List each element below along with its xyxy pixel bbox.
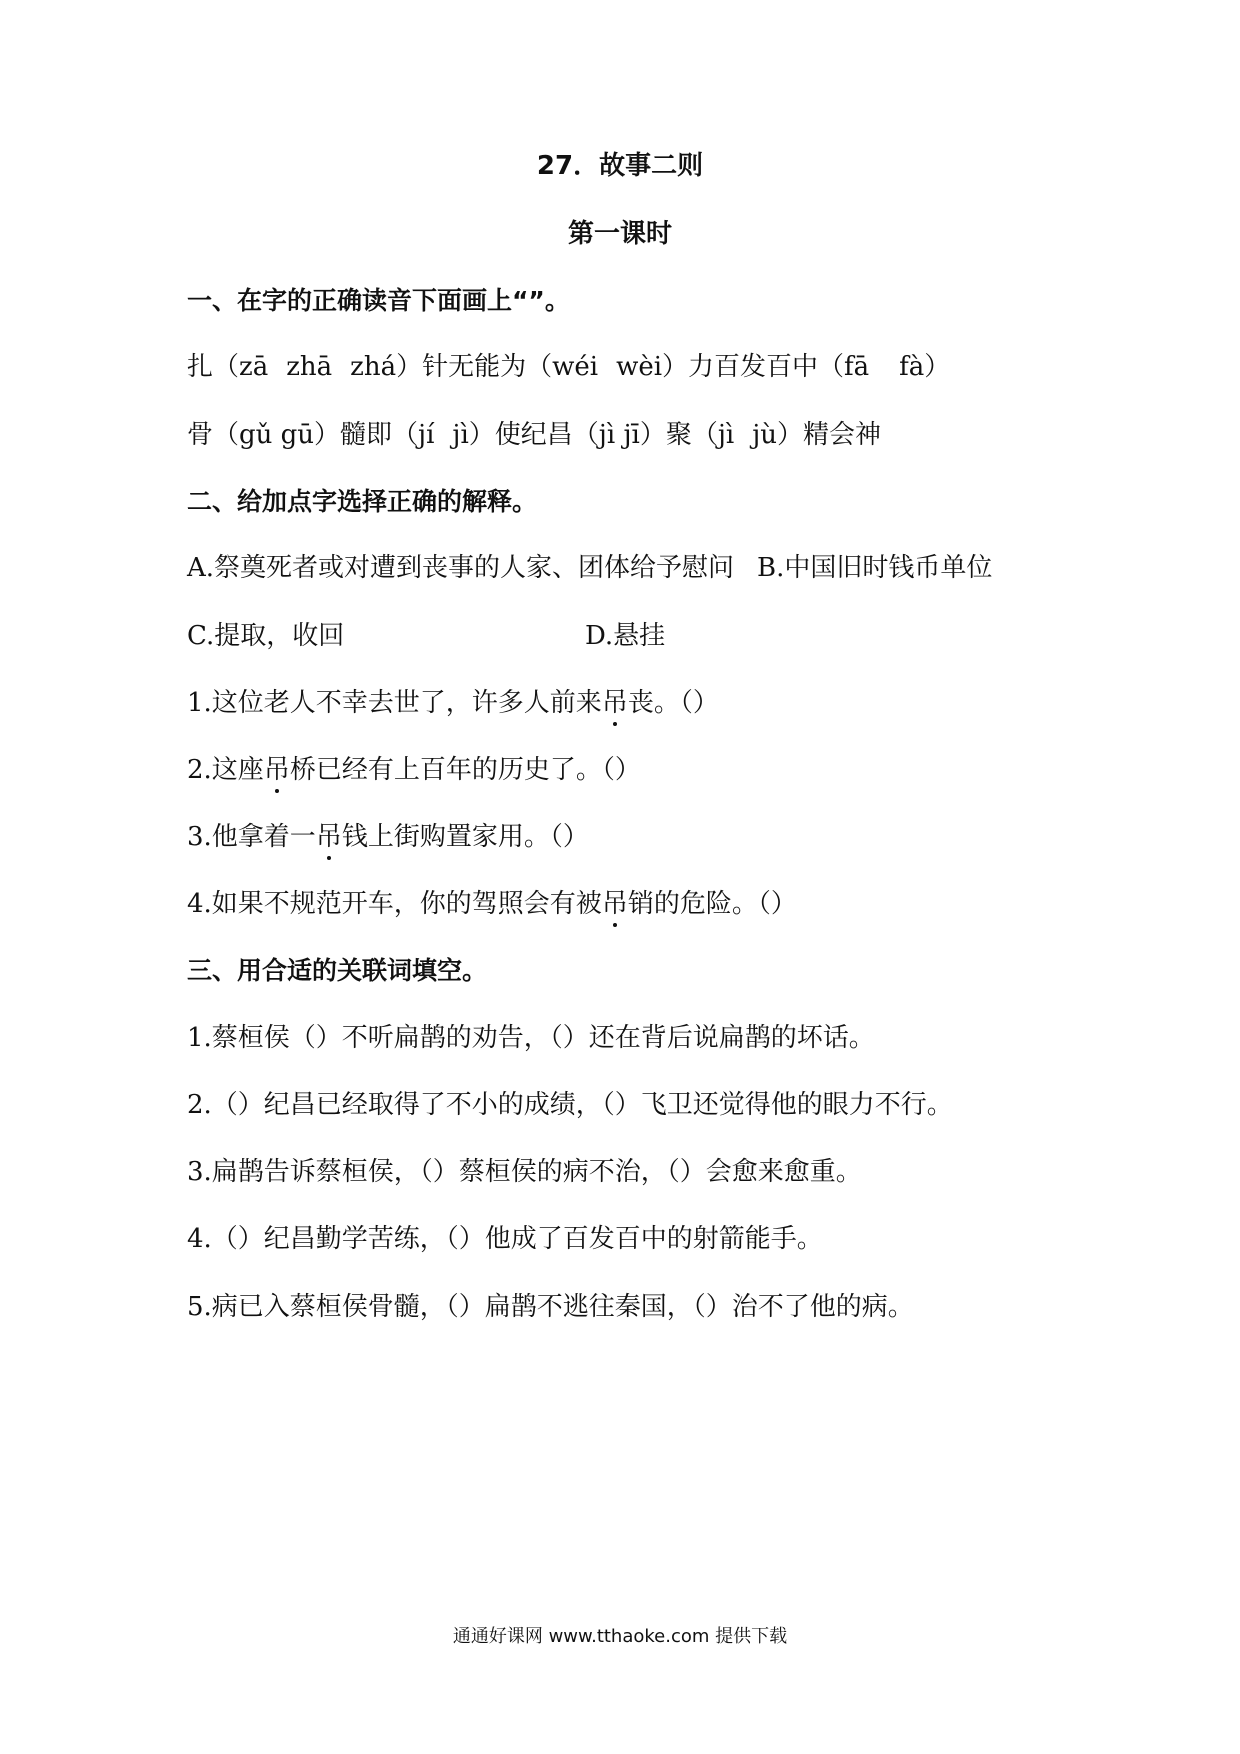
fill-blank-item: 3.扁鹊告诉蔡桓侯，（）蔡桓侯的病不治，（）会愈来愈重。 — [187, 1157, 862, 1187]
footer-credit: 通通好课网 www.tthaoke.com 提供下载 — [452, 1626, 788, 1647]
question-text: 4.如果不规范开车，你的驾照会有被 — [187, 889, 602, 919]
pinyin-segment: zhā — [286, 352, 333, 382]
pinyin-segment: 骨（gǔ gū）髓即（jí — [187, 420, 435, 450]
question-text: 钱上街购置家用。（） — [341, 822, 589, 852]
section2-heading: 二、给加点字选择正确的解释。 — [187, 487, 538, 516]
option-b: B.中国旧时钱币单位 — [757, 553, 993, 583]
question-text: 3.他拿着一 — [187, 822, 316, 852]
question-1 — [187, 682, 719, 719]
option-a: A.祭奠死者或对遭到丧事的人家、团体给予慰问 — [187, 553, 735, 583]
question-4 — [187, 883, 797, 920]
dotted-character: 吊 — [602, 883, 628, 920]
pinyin-row-2 — [187, 414, 881, 451]
question-text: 桥已经有上百年的历史了。（） — [289, 755, 641, 785]
dotted-character: 吊 — [602, 682, 628, 719]
fill-blank-item: 5.病已入蔡桓侯骨髓，（）扁鹊不逃往秦国，（）治不了他的病。 — [187, 1292, 914, 1322]
option-c: C.提取，收回 — [187, 621, 345, 651]
pinyin-segment: wèi）力百发百中（fā — [616, 352, 870, 382]
fill-blank-item: 2.（）纪昌已经取得了不小的成绩，（）飞卫还觉得他的眼力不行。 — [187, 1090, 953, 1120]
lesson-title: 27．故事二则 — [536, 151, 704, 181]
fill-blank-item: 1.蔡桓侯（）不听扁鹊的劝告，（）还在背后说扁鹊的坏话。 — [187, 1023, 875, 1053]
pinyin-segment: jù）精会神 — [752, 420, 882, 450]
pinyin-segment: fà） — [899, 352, 951, 382]
pinyin-segment: zhá）针无能为（wéi — [350, 352, 599, 382]
question-text: 2.这座 — [187, 755, 264, 785]
question-text: 销的危险。（） — [627, 889, 797, 919]
fill-blank-item: 4.（）纪昌勤学苦练，（）他成了百发百中的射箭能手。 — [187, 1224, 823, 1254]
dotted-character: 吊 — [316, 816, 342, 853]
question-3 — [187, 816, 589, 853]
option-d: D.悬挂 — [585, 621, 666, 651]
option-row-2 — [187, 615, 1087, 652]
dotted-character: 吊 — [264, 749, 290, 786]
question-2 — [187, 749, 641, 786]
question-text: 丧。（） — [627, 688, 719, 718]
pinyin-segment: 扎（zā — [187, 352, 269, 382]
pinyin-row-1 — [187, 346, 950, 383]
section1-heading: 一、在字的正确读音下面画上“”。 — [187, 286, 570, 315]
section3-heading: 三、用合适的关联词填空。 — [187, 956, 488, 985]
question-text: 1.这位老人不幸去世了，许多人前来 — [187, 688, 602, 718]
pinyin-segment: jì）使纪昌（jì jī）聚（jì — [452, 420, 735, 450]
lesson-subtitle: 第一课时 — [567, 219, 672, 249]
option-row-1 — [187, 547, 1087, 584]
